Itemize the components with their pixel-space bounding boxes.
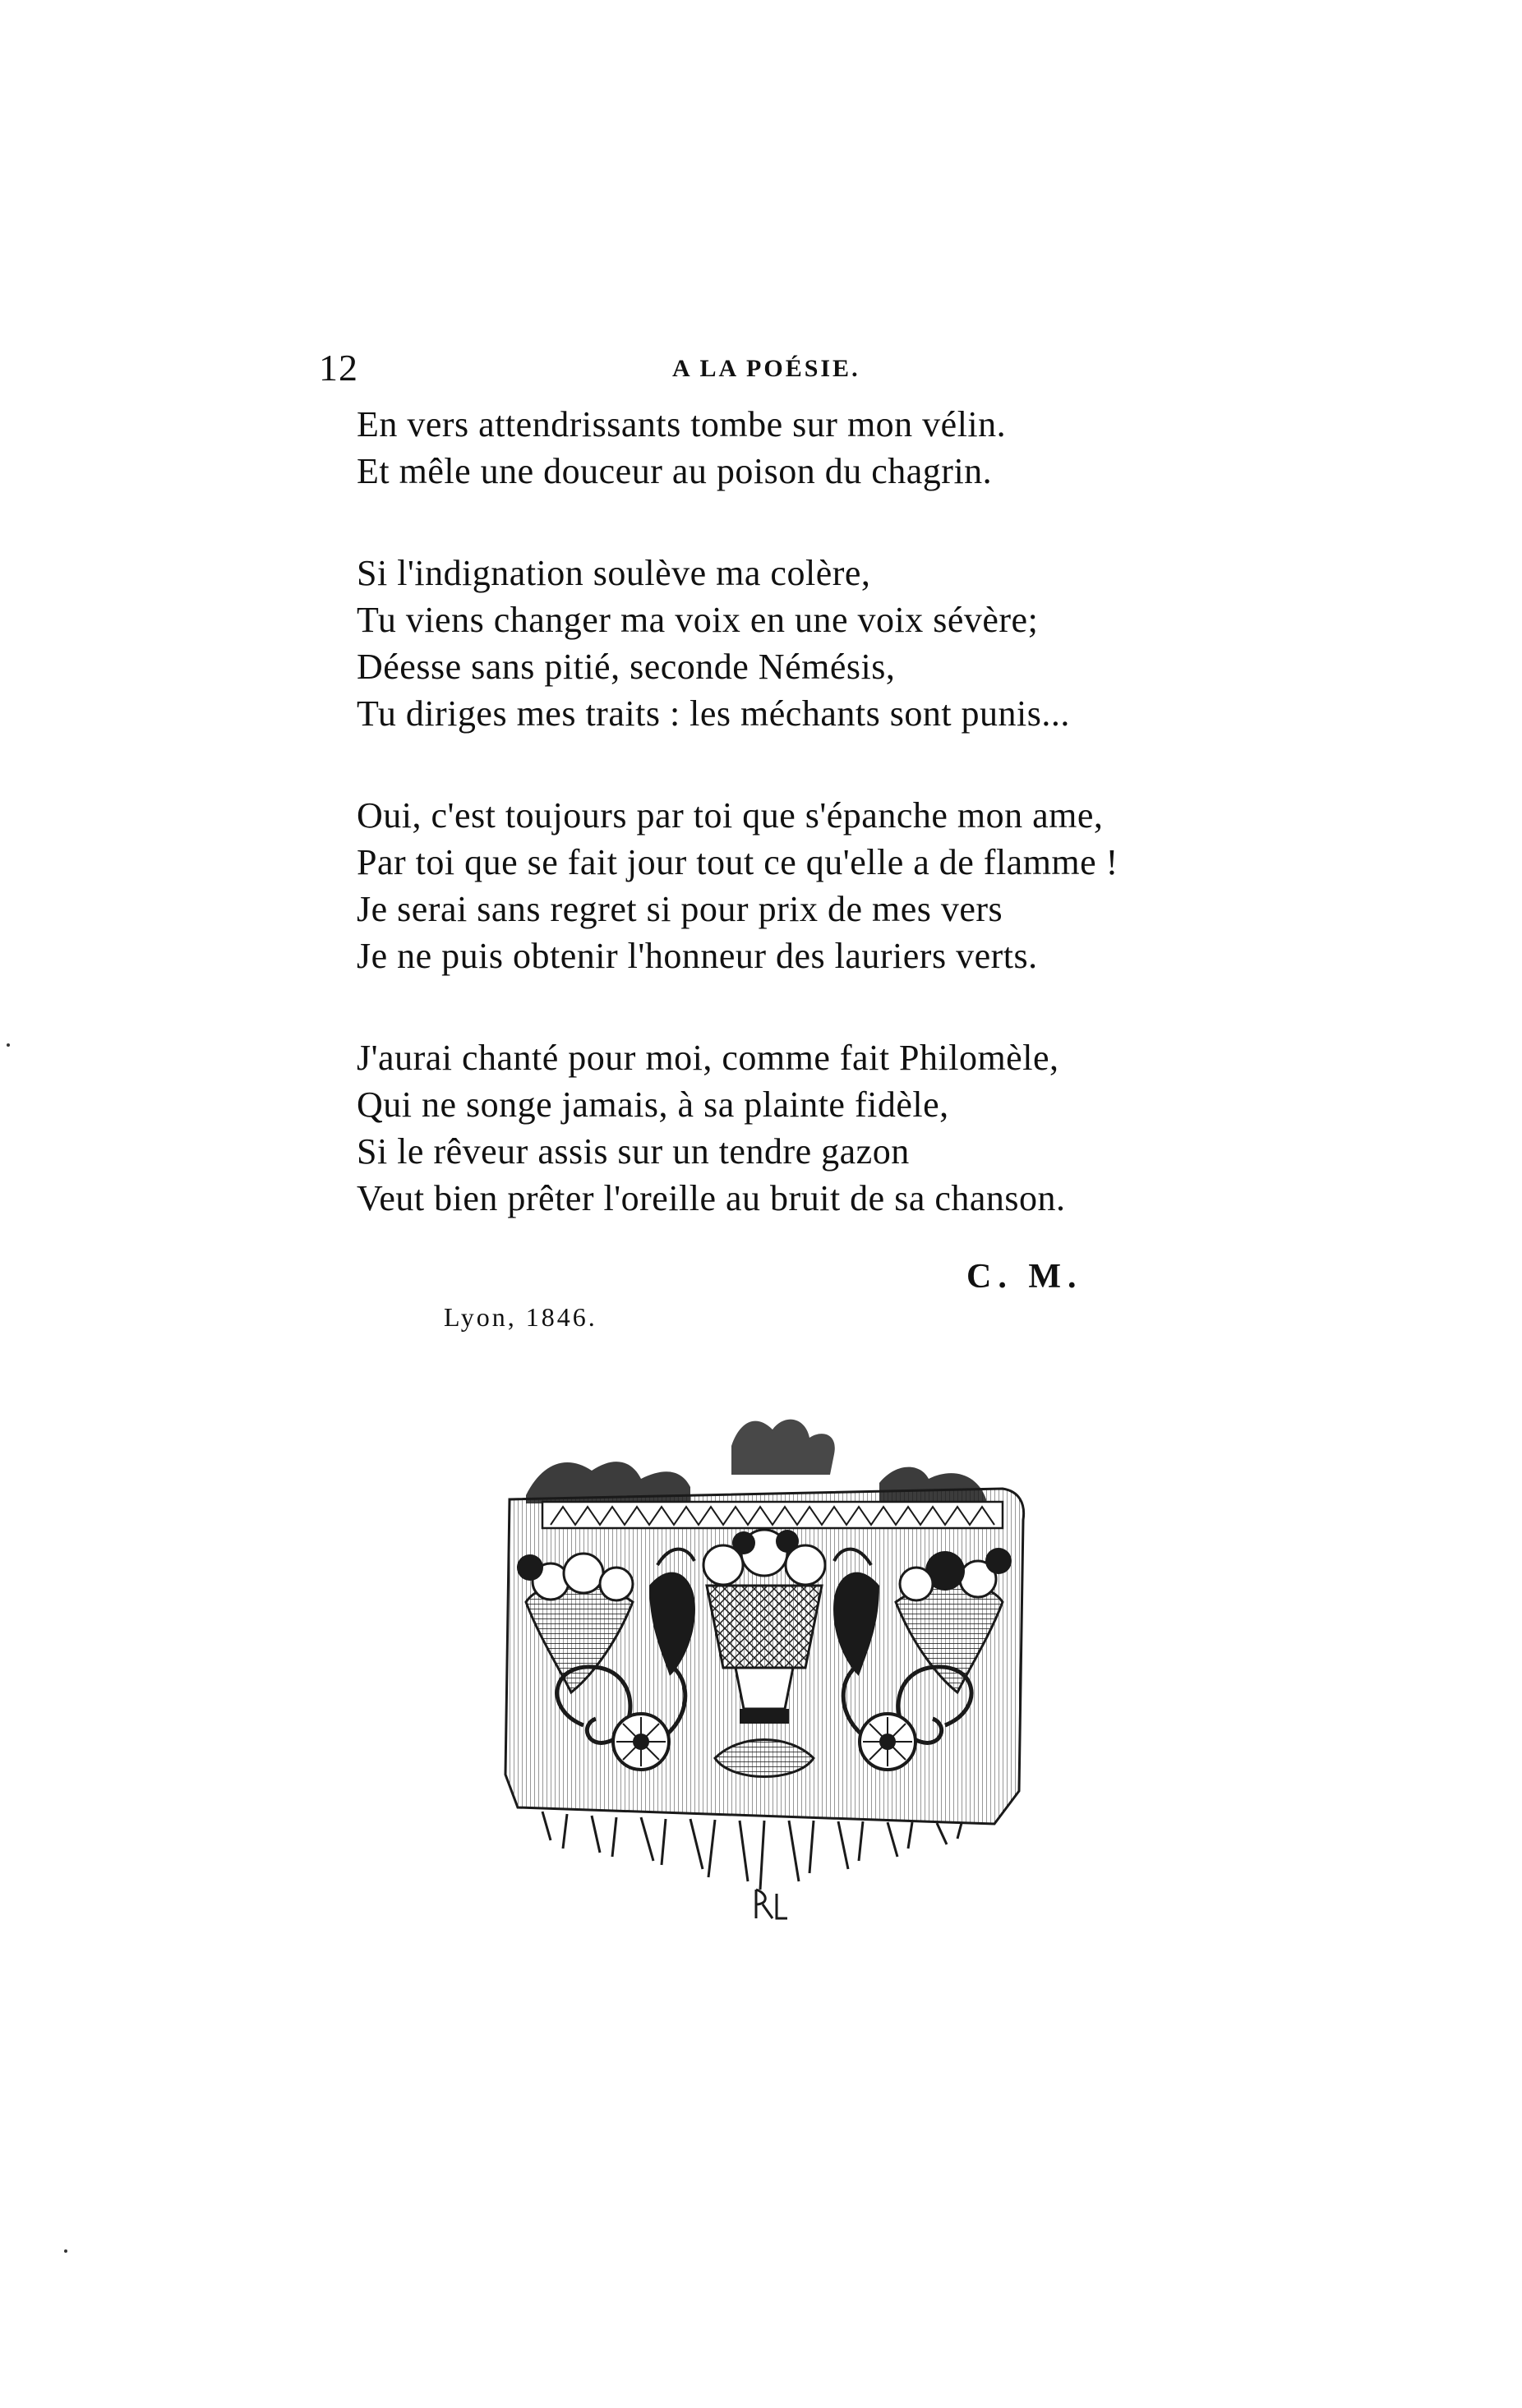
- verse-line: Je ne puis obtenir l'honneur des lauriers verts.: [357, 936, 1038, 976]
- left-rosette: [613, 1714, 669, 1770]
- verse-line: Si le rêveur assis sur un tendre gazon: [357, 1131, 910, 1172]
- verse-line: En vers attendrissants tombe sur mon vélin.: [357, 404, 1007, 444]
- verse-line: Par toi que se fait jour tout ce qu'elle a de flamme !: [357, 842, 1118, 882]
- stanza: [357, 1034, 1162, 1222]
- verse-line: Oui, c'est toujours par toi que s'épanche mon ame,: [357, 795, 1104, 836]
- verse-line: Veut bien prêter l'oreille au bruit de sa chanson.: [357, 1178, 1066, 1218]
- bottom-grass: [542, 1812, 962, 1890]
- stanza: [357, 550, 1162, 737]
- author-signature: C. M.: [966, 1258, 1083, 1296]
- verse-line: Tu diriges mes traits : les méchants sont punis...: [357, 693, 1070, 734]
- poem: [357, 401, 1162, 1277]
- ornamental-vignette: [493, 1397, 1035, 1922]
- verse-line: J'aurai chanté pour moi, comme fait Philomèle,: [357, 1038, 1059, 1078]
- stanza: [357, 401, 1162, 495]
- margin-speck: [64, 2249, 67, 2253]
- verse-line: Et mêle une douceur au poison du chagrin.: [357, 451, 993, 491]
- margin-speck: [7, 1043, 10, 1047]
- verse-line: Tu viens changer ma voix en une voix sévère;: [357, 600, 1039, 640]
- running-head: [319, 343, 1075, 393]
- place-date: Lyon, 1846.: [444, 1302, 597, 1332]
- stanza: [357, 792, 1162, 979]
- verse-line: Qui ne songe jamais, à sa plainte fidèle,: [357, 1084, 949, 1125]
- page-number: 12: [319, 347, 358, 389]
- verse-line: Déesse sans pitié, seconde Némésis,: [357, 647, 896, 687]
- engraver-monogram: [756, 1890, 787, 1918]
- verse-line: Je serai sans regret si pour prix de mes vers: [357, 889, 1003, 929]
- verse-line: Si l'indignation soulève ma colère,: [357, 553, 871, 593]
- relief-engraving: [493, 1397, 1035, 1922]
- right-rosette: [860, 1714, 916, 1770]
- running-title: A LA POÉSIE.: [672, 355, 860, 382]
